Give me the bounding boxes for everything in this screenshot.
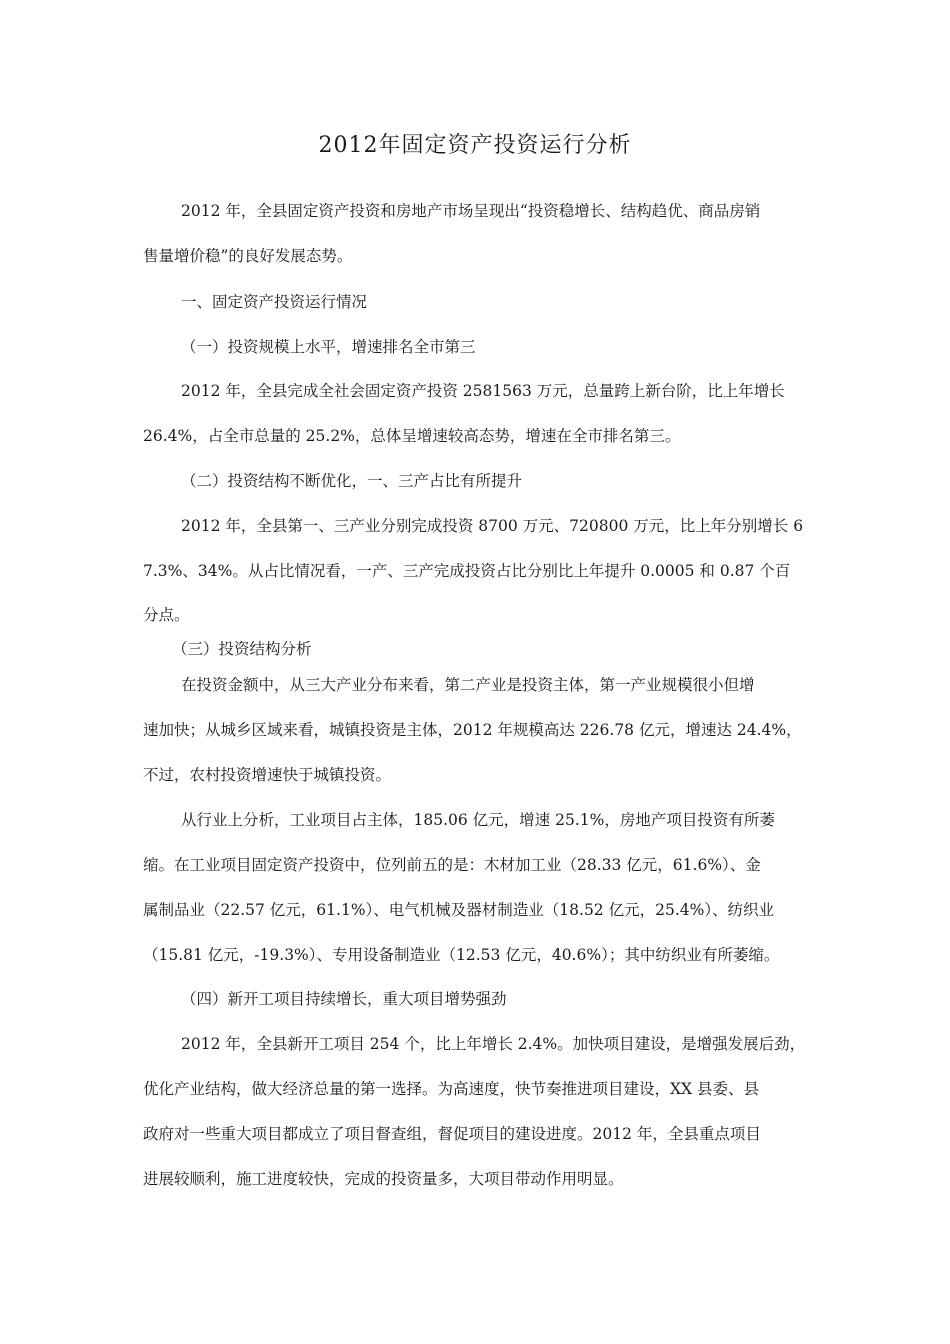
subsection-heading: （四）新开工项目持续增长，重大项目增势强劲 — [181, 990, 507, 1008]
section-heading: 一、固定资产投资运行情况 — [181, 293, 368, 311]
paragraph-line: 属制品业（22.57 亿元，61.1%）、电气机械及器材制造业（18.52 亿元，25.4%）、纺织业 — [143, 901, 775, 919]
paragraph-line: 进展较顺利，施工进度较快，完成的投资量多，大项目带动作用明显。 — [143, 1170, 624, 1188]
paragraph-line: 2012 年，全县第一、三产业分别完成投资 8700 万元、720800 万元，比上年分别增长 6 — [181, 517, 804, 535]
paragraph-line: 在投资金额中，从三大产业分布来看，第二产业是投资主体，第一产业规模很小但增 — [181, 676, 755, 694]
document-title: 2012年固定资产投资运行分析 — [318, 133, 632, 158]
paragraph-line: 不过，农村投资增速快于城镇投资。 — [143, 766, 392, 784]
paragraph-line: 2012 年，全县固定资产投资和房地产市场呈现出“投资稳增长、结构趋优、商品房销 — [181, 202, 761, 220]
paragraph-line: 分点。 — [143, 606, 190, 624]
subsection-heading: （二）投资结构不断优化，一、三产占比有所提升 — [181, 472, 523, 490]
paragraph-line: 2012 年，全县完成全社会固定资产投资 2581563 万元，总量跨上新台阶，比上年增长 — [181, 382, 785, 400]
paragraph-line: 从行业上分析，工业项目占主体，185.06 亿元，增速 25.1%，房地产项目投资有所萎 — [181, 811, 775, 829]
paragraph-line: 优化产业结构，做大经济总量的第一选择。为高速度，快节奏推进项目建设，XX 县委、县 — [143, 1080, 759, 1098]
paragraph-line: 26.4%，占全市总量的 25.2%，总体呈增速较高态势，增速在全市排名第三。 — [143, 427, 681, 445]
paragraph-line: 政府对一些重大项目都成立了项目督查组，督促项目的建设进度。2012 年，全县重点项目 — [143, 1125, 761, 1143]
paragraph-line: （15.81 亿元，-19.3%）、专用设备制造业（12.53 亿元，40.6%）；其中纺织业有所萎缩。 — [143, 946, 780, 964]
subsection-heading: （三）投资结构分析 — [172, 640, 312, 658]
paragraph-line: 缩。在工业项目固定资产投资中，位列前五的是：木材加工业（28.33 亿元，61.6%）、金 — [143, 856, 761, 874]
paragraph-line: 售量增价稳”的良好发展态势。 — [143, 247, 353, 265]
paragraph-line: 7.3%、34%。从占比情况看，一产、三产完成投资占比分别比上年提升 0.0005 和 0.87 个百 — [143, 562, 791, 580]
subsection-heading: （一）投资规模上水平，增速排名全市第三 — [181, 338, 476, 356]
paragraph-line: 速加快；从城乡区域来看，城镇投资是主体，2012 年规模高达 226.78 亿元，增速达 24.4%， — [143, 721, 802, 739]
paragraph-line: 2012 年，全县新开工项目 254 个，比上年增长 2.4%。加快项目建设，是增强发展后劲， — [181, 1035, 806, 1053]
